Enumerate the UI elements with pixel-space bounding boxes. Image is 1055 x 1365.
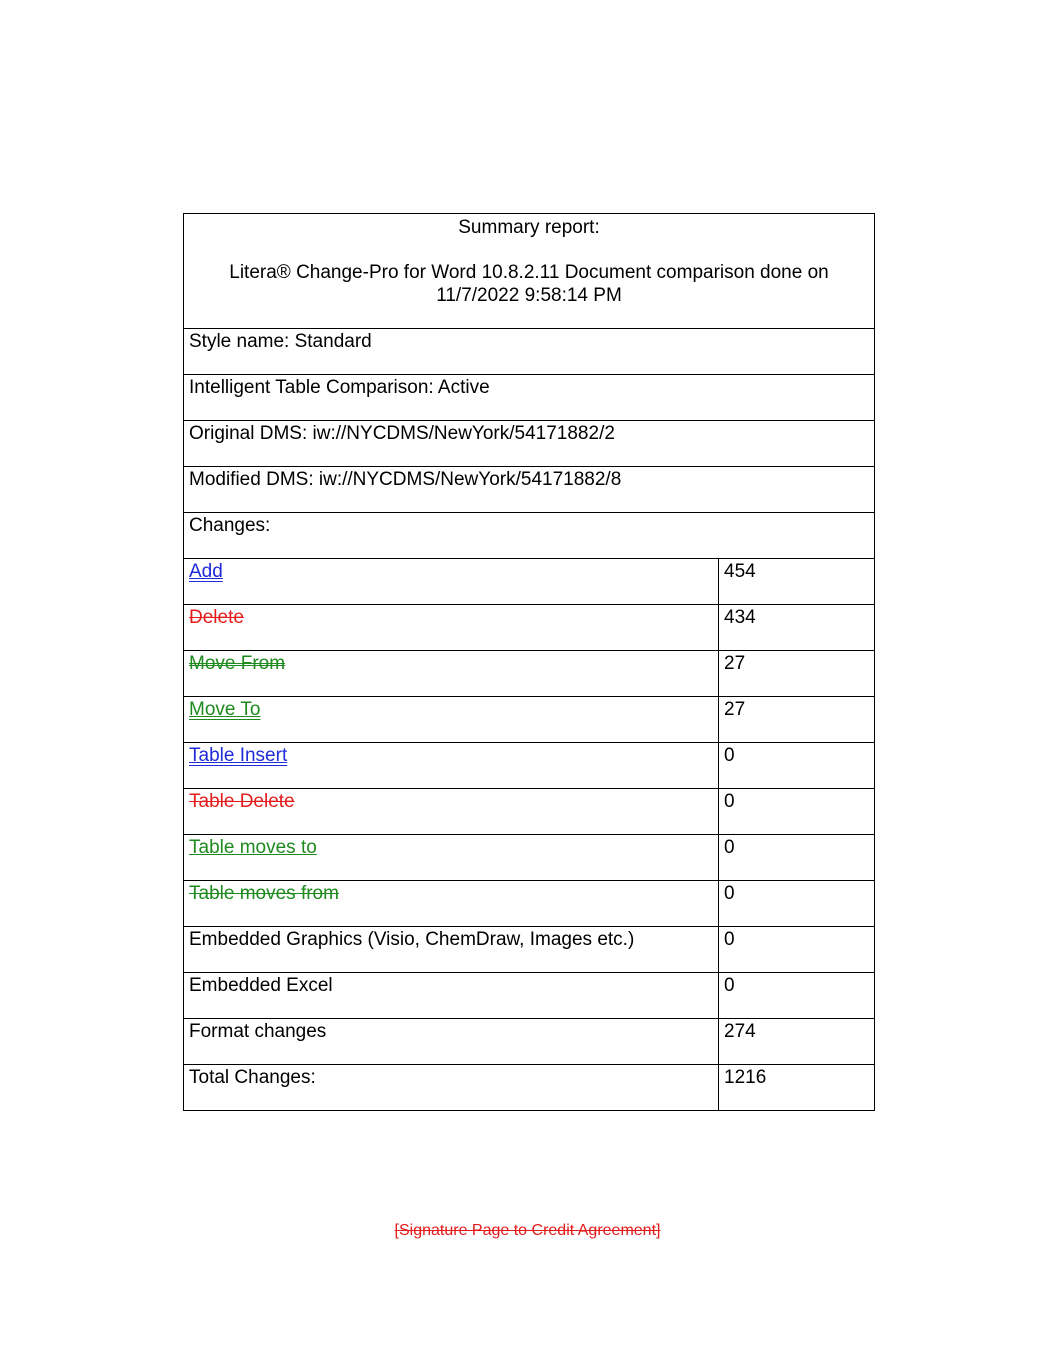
table-row — [184, 697, 875, 743]
change-label-format-changes: Format changes — [184, 1019, 719, 1065]
change-label-table-moves-from: Table moves from — [184, 881, 719, 927]
report-title: Summary report: — [458, 217, 600, 238]
change-value-embedded-graphics: 0 — [719, 927, 875, 973]
report-subtitle: Litera® Change-Pro for Word 10.8.2.11 Document comparison done on 11/7/2022 9:58:14 PM — [229, 262, 829, 306]
original-dms: Original DMS: iw://NYCDMS/NewYork/54171882/2 — [184, 421, 875, 467]
change-value-total: 1216 — [719, 1065, 875, 1111]
table-row — [184, 881, 875, 927]
table-row — [184, 835, 875, 881]
table-row — [184, 789, 875, 835]
change-label-total: Total Changes: — [184, 1065, 719, 1111]
changes-label: Changes: — [184, 513, 875, 559]
change-value-table-moves-to: 0 — [719, 835, 875, 881]
table-row — [184, 559, 875, 605]
change-label-table-insert: Table Insert — [184, 743, 719, 789]
table-row — [184, 973, 875, 1019]
style-name: Style name: Standard — [184, 329, 875, 375]
change-value-move-to: 27 — [719, 697, 875, 743]
change-value-table-insert: 0 — [719, 743, 875, 789]
change-label-add: Add — [184, 559, 719, 605]
change-label-delete: Delete — [184, 605, 719, 651]
change-value-delete: 434 — [719, 605, 875, 651]
change-value-table-delete: 0 — [719, 789, 875, 835]
signature-page-footer: [Signature Page to Credit Agreement] — [394, 1222, 661, 1239]
table-row — [184, 1065, 875, 1111]
change-label-move-to: Move To — [184, 697, 719, 743]
change-label-move-from: Move From — [184, 651, 719, 697]
table-row — [184, 1019, 875, 1065]
report-header — [184, 214, 875, 329]
table-comparison: Intelligent Table Comparison: Active — [184, 375, 875, 421]
table-row — [184, 743, 875, 789]
change-label-embedded-graphics: Embedded Graphics (Visio, ChemDraw, Images etc.) — [184, 927, 719, 973]
change-label-table-moves-to: Table moves to — [184, 835, 719, 881]
change-value-table-moves-from: 0 — [719, 881, 875, 927]
change-value-embedded-excel: 0 — [719, 973, 875, 1019]
change-label-table-delete: Table Delete — [184, 789, 719, 835]
table-row — [184, 927, 875, 973]
change-value-format-changes: 274 — [719, 1019, 875, 1065]
table-row — [184, 605, 875, 651]
change-label-embedded-excel: Embedded Excel — [184, 973, 719, 1019]
change-value-add: 454 — [719, 559, 875, 605]
modified-dms: Modified DMS: iw://NYCDMS/NewYork/54171882/8 — [184, 467, 875, 513]
table-row — [184, 651, 875, 697]
summary-report-table — [183, 213, 875, 1111]
change-value-move-from: 27 — [719, 651, 875, 697]
